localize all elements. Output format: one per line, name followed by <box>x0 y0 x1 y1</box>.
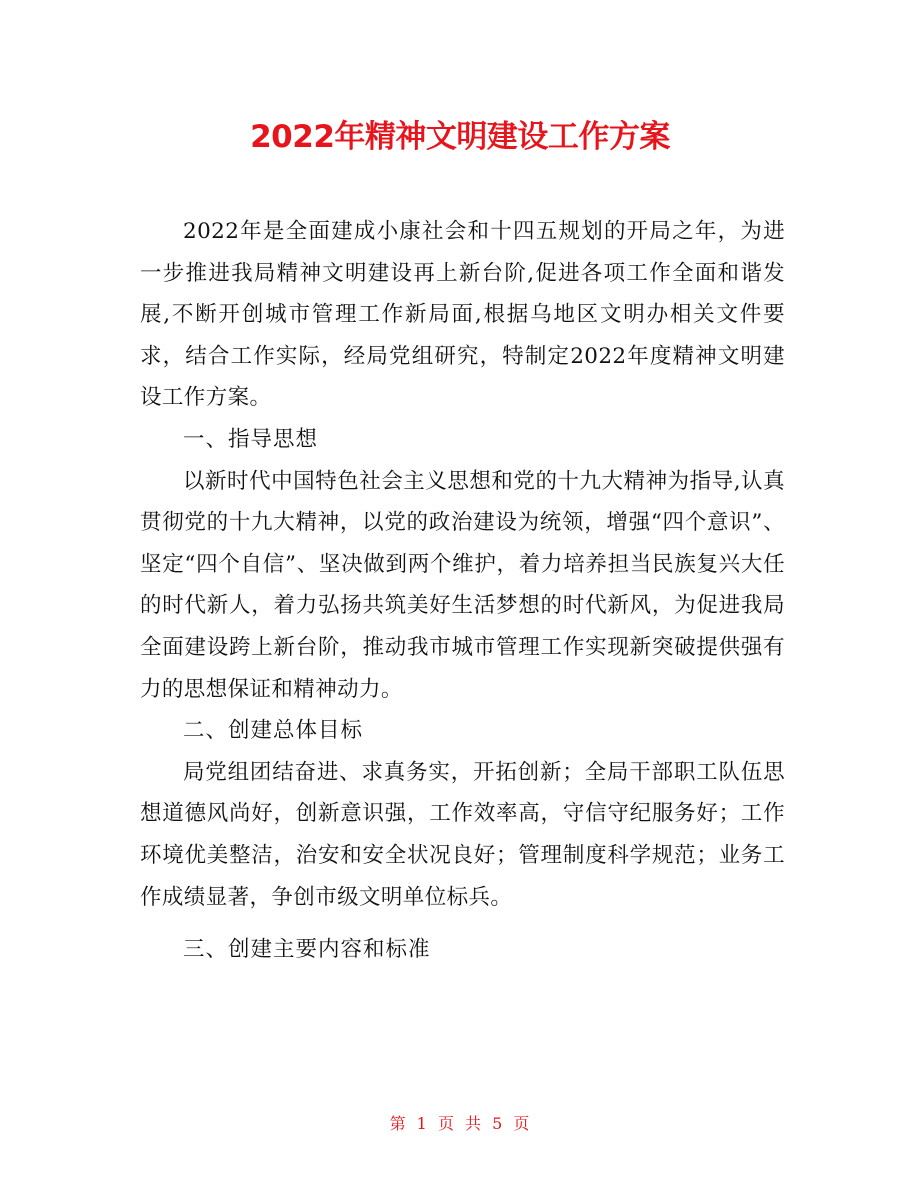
section-heading-main-content: 三、创建主要内容和标准 <box>183 937 431 963</box>
document-body <box>140 211 785 971</box>
section-heading-overall-goal: 二、创建总体目标 <box>183 718 364 744</box>
section-paragraph-overall-goal: 局党组团结奋进、求真务实，开拓创新；全局干部职工队伍思想道德风尚好，创新意识强，工作效率高，守信守纪服务好；工作环境优美整洁，治安和安全状况良好；管理制度科学规范；业务工作成绩显著，争创市级文明单位标兵。 <box>140 759 785 910</box>
section-gap <box>140 918 785 929</box>
section-heading-guiding-ideology: 一、指导思想 <box>183 426 319 452</box>
page-number-footer: 第 1 页 共 5 页 <box>389 1114 531 1133</box>
section-paragraph-guiding-ideology: 以新时代中国特色社会主义思想和党的十九大精神为指导,认真贯彻党的十九大精神，以党的政治建设为统领，增强“四个意识”、坚定“四个自信”、坚决做到两个维护，着力培养担当民族复兴大任的时代新人，着力弘扬共筑美好生活梦想的时代新风，为促进我局全面建设跨上新台阶，推动我市城市管理工作实现新突破提供强有力的思想保证和精神动力。 <box>140 468 785 702</box>
intro-paragraph: 2022年是全面建成小康社会和十四五规划的开局之年，为进一步推进我局精神文明建设再上新台阶,促进各项工作全面和谐发展,不断开创城市管理工作新局面,根据乌地区文明办相关文件要求，结合工作实际，经局党组研究，特制定2022年度精神文明建设工作方案。 <box>140 219 785 411</box>
document-title: 2022年精神文明建设工作方案 <box>250 119 670 155</box>
